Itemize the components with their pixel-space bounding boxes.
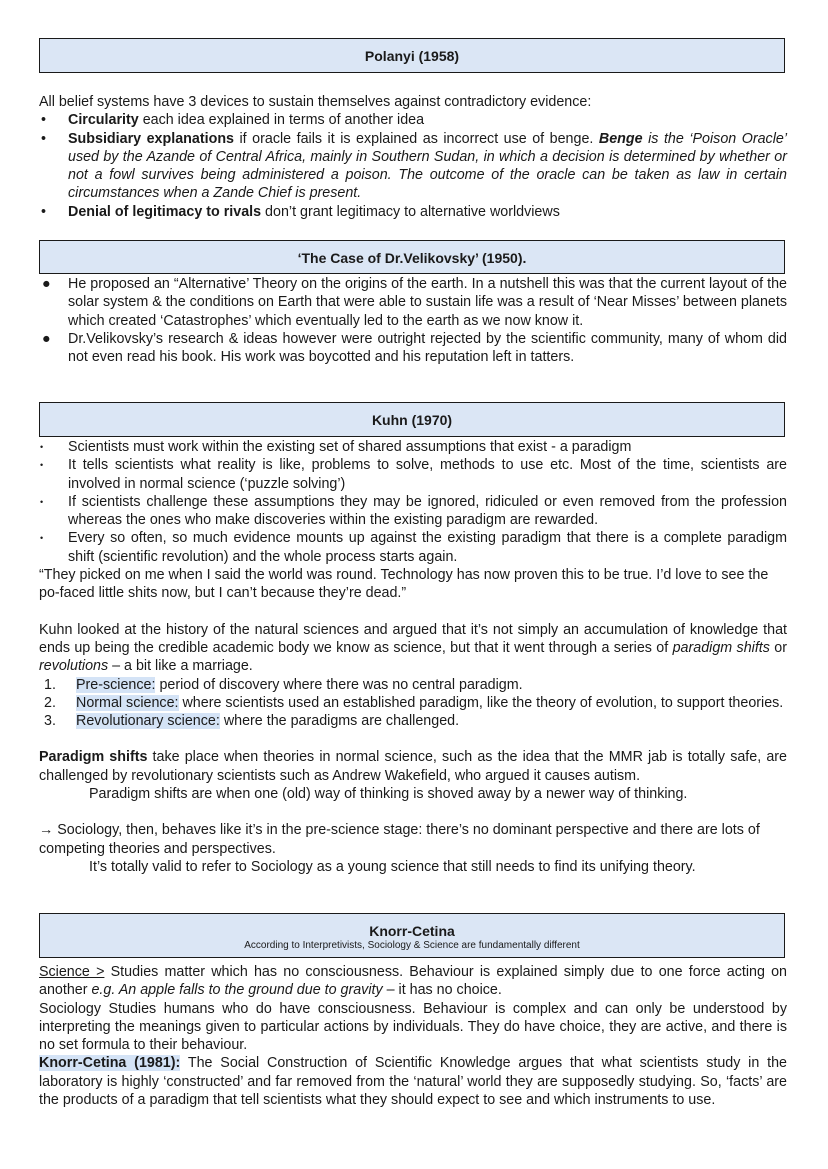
knorr-title: Knorr-Cetina — [369, 923, 455, 939]
item-term: Denial of legitimacy to rivals — [68, 203, 262, 220]
sociology-pre-science: → Sociology, then, behaves like it’s in the pre-science stage: there’s no dominant perspective and there are lots of competing theories and perspectives. — [39, 822, 760, 857]
stage-term: Pre-science: — [76, 676, 156, 693]
knorr-header — [39, 913, 785, 958]
item-text: If scientists challenge these assumptions they may be ignored, ridiculed or even removed from the profession whereas the ones who make discoveries within the existing paradigm are rewarded. — [68, 493, 787, 529]
velikovsky-header — [39, 240, 785, 274]
bullet-icon: • — [41, 130, 47, 147]
list-number: 1. — [44, 676, 56, 693]
bullet-icon: ● — [42, 276, 51, 292]
list-item — [39, 438, 787, 456]
list-number: 2. — [44, 694, 56, 711]
bullet-icon: ● — [42, 330, 51, 347]
stage-text: where the paradigms are challenged. — [219, 713, 460, 730]
polanyi-header — [39, 38, 785, 73]
item-text: Dr.Velikovsky’s research & ideas however were outright rejected by the scientific community, many of whom did not even read his book. His work was boycotted and his reputation left in tatters. — [68, 330, 787, 366]
item-text: each idea explained in terms of another idea — [138, 112, 425, 129]
polanyi-intro: All belief systems have 3 devices to sustain themselves against contradictory evidence: — [39, 94, 592, 110]
list-item — [39, 694, 787, 712]
kuhn-quote: “They picked on me when I said the world was round. Technology has now proven this to be true. I’d love to see the po-faced little shits now, but I can’t because they’re dead.” — [39, 567, 769, 602]
stage-term: Revolutionary science: — [76, 713, 220, 730]
list-item — [39, 111, 787, 129]
list-item — [39, 130, 787, 203]
kuhn-section — [39, 438, 787, 876]
kuhn-list — [39, 438, 787, 566]
bullet-icon: • — [40, 460, 44, 471]
bullet-icon: • — [40, 442, 44, 452]
item-text: if oracle fails it is explained as incorrect use of benge. — [234, 130, 599, 147]
kuhn-title: Kuhn (1970) — [371, 412, 453, 428]
list-item — [39, 456, 787, 493]
list-number: 3. — [44, 713, 56, 730]
science-definition: Science > Studies matter which has no consciousness. Behaviour is explained simply due to one force acting on another e.g. An apple falls to the ground due to gravity – it has no choice. — [39, 964, 787, 999]
knorr-reference: Knorr-Cetina (1981): The Social Construction of Scientific Knowledge argues that what scientists study in the laboratory is highly ‘constructed’ and far removed from the ‘natural’ world they are supposedly studying. So, ‘facts’ are the products of a paradigm that tell scientists what they should expect to see and which instruments to use. — [39, 1055, 787, 1109]
stage-text: where scientists used an established paradigm, like the theory of evolution, to support theories. — [178, 694, 784, 711]
paradigm-shift-paragraph: Paradigm shifts take place when theories in normal science, such as the idea that the MMR jab is totally safe, are challenged by revolutionary scientists such as Andrew Wakefield, who argued it causes autism. — [39, 749, 787, 784]
sociology-definition: Sociology Studies humans who do have consciousness. Behaviour is complex and can only be understood by interpreting the meanings given to particular actions by individuals. They do have choice, they are active, and there is no set formula to their behaviour. — [39, 1000, 787, 1054]
paradigm-shift-definition: Paradigm shifts are when one (old) way of thinking is shoved away by a newer way of thinking. — [89, 786, 688, 803]
list-item — [39, 529, 787, 566]
polanyi-list — [39, 111, 787, 221]
item-text: Every so often, so much evidence mounts up against the existing paradigm that there is a complete paradigm shift (scientific revolution) and the whole process starts again. — [68, 530, 787, 565]
benge-definition: is the ‘Poison Oracle’ used by the Azande of Central Africa, mainly in Southern Sudan, in which a decision is determined by whether or not a fowl survives being administered a poison. The outcome of the oracle can be taken as law in certain circumstances when a Zande Chief is present. — [68, 130, 788, 202]
velikovsky-list — [39, 275, 787, 366]
velikovsky-section — [39, 275, 787, 366]
bullet-icon: • — [41, 203, 47, 220]
young-science: It’s totally valid to refer to Sociology as a young science that still needs to find its unifying theory. — [89, 858, 696, 875]
knorr-section — [39, 963, 787, 1109]
item-text: He proposed an “Alternative’ Theory on the origins of the earth. In a nutshell this was that the current layout of the solar system & the conditions on Earth that were able to sustain life was a result of ‘Near Misses’ between planets which created ‘Catastrophes’ which eventually led to the earth as we now know it. — [68, 276, 787, 329]
bullet-icon: • — [40, 496, 44, 507]
item-term: Circularity — [68, 112, 139, 129]
bullet-icon: • — [40, 533, 44, 544]
list-item — [39, 203, 787, 221]
bullet-icon: • — [41, 112, 47, 129]
item-text: don’t grant legitimacy to alternative worldviews — [261, 203, 560, 220]
stage-text: period of discovery where there was no central paradigm. — [155, 676, 523, 693]
list-item — [39, 330, 787, 367]
list-item — [39, 493, 787, 530]
item-text: Scientists must work within the existing set of shared assumptions that exist - a paradigm — [68, 439, 632, 455]
kuhn-stages — [39, 676, 787, 731]
polanyi-title: Polanyi (1958) — [364, 48, 460, 64]
velikovsky-title: ‘The Case of Dr.Velikovsky’ (1950). — [297, 250, 527, 266]
list-item — [39, 275, 787, 330]
knorr-subtitle: According to Interpretivists, Sociology & Science are fundamentally different — [244, 940, 580, 951]
list-item — [39, 676, 787, 694]
list-item — [39, 712, 787, 730]
item-text: It tells scientists what reality is like, problems to solve, methods to use etc. Most of the time, scientists are involved in normal science (‘puzzle solving’) — [68, 457, 787, 492]
benge-term: Benge — [598, 130, 643, 147]
stage-term: Normal science: — [76, 694, 179, 711]
item-term: Subsidiary explanations — [68, 130, 234, 147]
polanyi-section — [39, 93, 787, 221]
kuhn-paragraph: Kuhn looked at the history of the natural sciences and argued that it’s not simply an accumulation of knowledge that ends up being the credible academic body we know as science, but that it went through a series of paradigm shifts or revolutions – a bit like a marriage. — [39, 621, 788, 675]
kuhn-header — [39, 402, 785, 437]
